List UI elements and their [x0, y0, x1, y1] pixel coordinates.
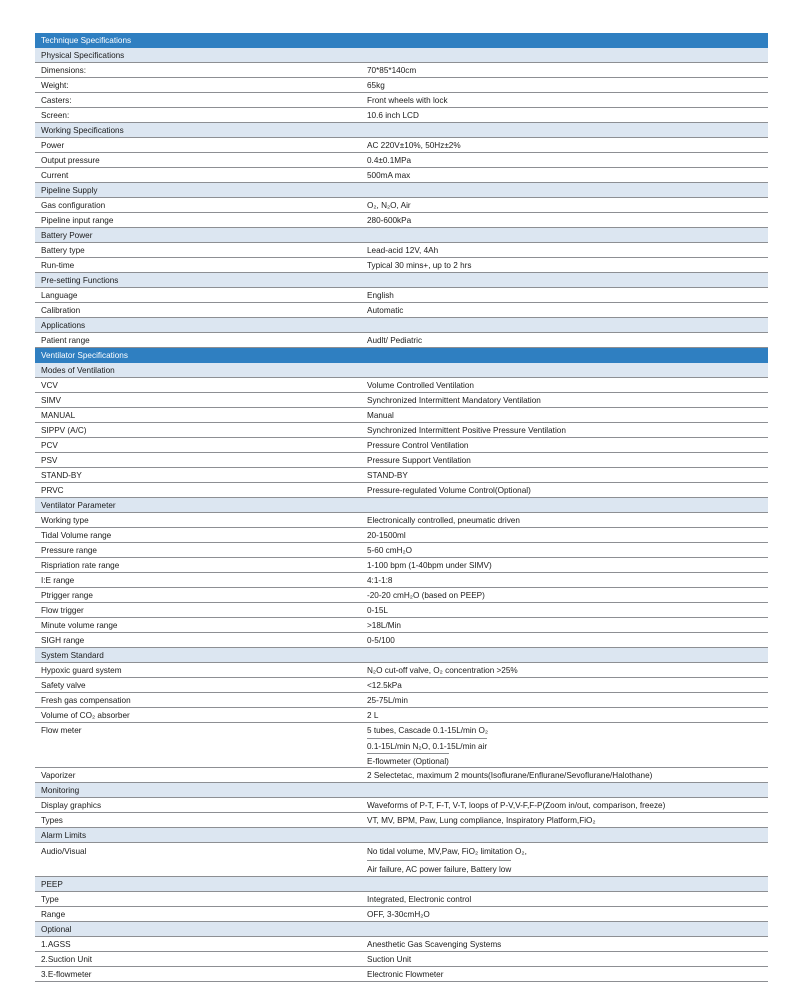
row-label: Working type	[41, 516, 89, 525]
row-value: >18L/Min	[367, 621, 401, 630]
table-row	[35, 603, 768, 618]
row-label: Audio/Visual	[41, 847, 87, 856]
row-value: -20-20 cmH₂O (based on PEEP)	[367, 591, 485, 600]
row-label: Patient range	[41, 336, 90, 345]
table-row	[35, 952, 768, 967]
row-value: <12.5kPa	[367, 681, 402, 690]
subsection-header	[35, 877, 768, 892]
table-row	[35, 860, 768, 877]
row-value: Electronic Flowmeter	[367, 970, 444, 979]
table-row	[35, 663, 768, 678]
subsection-header	[35, 783, 768, 798]
table-row	[35, 937, 768, 952]
table-row	[35, 618, 768, 633]
row-value: 0.4±0.1MPa	[367, 156, 412, 165]
row-value: AC 220V±10%, 50Hz±2%	[367, 141, 461, 150]
table-row	[35, 528, 768, 543]
subsection-header	[35, 318, 768, 333]
section-title: System Standard	[41, 651, 104, 660]
row-label: Pipeline input range	[41, 216, 114, 225]
subsection-header	[35, 183, 768, 198]
subsection-header	[35, 922, 768, 937]
row-label: SIGH range	[41, 636, 85, 645]
subsection-header	[35, 228, 768, 243]
row-value: Automatic	[367, 306, 404, 315]
row-value: 0-5/100	[367, 636, 395, 645]
row-label: Type	[41, 895, 59, 904]
table-row	[35, 907, 768, 922]
table-row	[35, 198, 768, 213]
row-label: PRVC	[41, 486, 64, 495]
section-title: Physical Specifications	[41, 51, 125, 60]
row-label: MANUAL	[41, 411, 76, 420]
table-row	[35, 333, 768, 348]
row-value: Audlt/ Pediatric	[367, 336, 423, 345]
row-label: Language	[41, 291, 78, 300]
row-value: 70*85*140cm	[367, 66, 417, 75]
row-value: Pressure Support Ventilation	[367, 456, 471, 465]
table-row	[35, 558, 768, 573]
row-label: Ptrigger range	[41, 591, 93, 600]
row-value: OFF, 3-30cmH₂O	[367, 910, 430, 919]
row-value: Synchronized Intermittent Mandatory Ventilation	[367, 396, 541, 405]
row-label: Power	[41, 141, 65, 150]
row-label: Flow trigger	[41, 606, 84, 615]
section-title: Battery Power	[41, 231, 93, 240]
row-value: N₂O cut-off valve, O₂ concentration >25%	[367, 666, 518, 675]
row-label: Display graphics	[41, 801, 102, 810]
row-value: 10.6 inch LCD	[367, 111, 419, 120]
section-title: Pre-setting Functions	[41, 276, 119, 285]
row-value: Air failure, AC power failure, Battery low	[367, 860, 511, 878]
row-label: Types	[41, 816, 63, 825]
subsection-header	[35, 828, 768, 843]
row-label: Flow meter	[41, 726, 82, 735]
row-value: No tidal volume, MV,Paw, FiO₂ limitation O₂,	[367, 847, 527, 856]
row-label: SIPPV (A/C)	[41, 426, 87, 435]
row-value: Front wheels with lock	[367, 96, 448, 105]
section-title: Optional	[41, 925, 72, 934]
row-label: Tidal Volume range	[41, 531, 112, 540]
row-label: Vaporizer	[41, 771, 76, 780]
row-value: Anesthetic Gas Scavenging Systems	[367, 940, 502, 949]
row-label: 1.AGSS	[41, 940, 71, 949]
table-row	[35, 708, 768, 723]
table-row	[35, 513, 768, 528]
row-value: E-flowmeter (Optional)	[367, 753, 449, 769]
row-value: Synchronized Intermittent Positive Pressure Ventilation	[367, 426, 566, 435]
table-row	[35, 288, 768, 303]
subsection-header	[35, 363, 768, 378]
table-row	[35, 633, 768, 648]
table-row	[35, 108, 768, 123]
row-label: Gas configuration	[41, 201, 106, 210]
table-row	[35, 93, 768, 108]
row-label: Battery type	[41, 246, 85, 255]
row-value: 2 Selectetac, maximum 2 mounts(Isoflurane/Enflurane/Sevoflurane/Halothane)	[367, 771, 653, 780]
row-label: Screen:	[41, 111, 70, 120]
row-label: Weight:	[41, 81, 69, 90]
row-label: Run-time	[41, 261, 75, 270]
row-value: Waveforms of P-T, F-T, V-T, loops of P-V,V-F,F-P(Zoom in/out, comparison, freeze)	[367, 801, 666, 810]
row-value: 0.1-15L/min N₂O, 0.1-15L/min air	[367, 738, 487, 754]
row-label: Rispriation rate range	[41, 561, 120, 570]
row-value: O₂, N₂O, Air	[367, 201, 411, 210]
section-title: Technique Specifications	[41, 36, 132, 45]
row-value: 5 tubes, Cascade 0.1-15L/min O₂	[367, 726, 489, 735]
subsection-header	[35, 648, 768, 663]
table-row	[35, 483, 768, 498]
row-value: Pressure-regulated Volume Control(Optional)	[367, 486, 531, 495]
section-header	[35, 348, 768, 363]
spec-table	[35, 33, 768, 982]
table-row	[35, 967, 768, 982]
row-label: STAND-BY	[41, 471, 82, 480]
table-row	[35, 303, 768, 318]
table-row	[35, 768, 768, 783]
table-row	[35, 798, 768, 813]
table-row	[35, 453, 768, 468]
row-value: Suction Unit	[367, 955, 412, 964]
table-row	[35, 243, 768, 258]
row-value: 500mA max	[367, 171, 411, 180]
table-row	[35, 78, 768, 93]
row-value: Pressure Control Ventilation	[367, 441, 469, 450]
row-label: 2.Suction Unit	[41, 955, 92, 964]
row-label: PSV	[41, 456, 58, 465]
row-value: 0-15L	[367, 606, 388, 615]
row-label: Dimensions:	[41, 66, 87, 75]
table-row	[35, 153, 768, 168]
row-label: Volume of CO₂ absorber	[41, 711, 130, 720]
table-row	[35, 573, 768, 588]
row-label: Fresh gas compensation	[41, 696, 131, 705]
table-row	[35, 678, 768, 693]
section-title: Working Specifications	[41, 126, 124, 135]
section-title: PEEP	[41, 880, 63, 889]
section-title: Monitoring	[41, 786, 80, 795]
row-label: PCV	[41, 441, 58, 450]
row-value: 65kg	[367, 81, 385, 90]
row-label: Casters:	[41, 96, 72, 105]
row-value: 20-1500ml	[367, 531, 406, 540]
row-label: Output pressure	[41, 156, 100, 165]
table-row	[35, 723, 768, 738]
row-value: Lead-acid 12V, 4Ah	[367, 246, 439, 255]
row-value: VT, MV, BPM, Paw, Lung compliance, Inspiratory Platform,FiO₂	[367, 816, 596, 825]
row-value: Integrated, Electronic control	[367, 895, 472, 904]
section-header	[35, 33, 768, 48]
table-row	[35, 168, 768, 183]
row-value: STAND-BY	[367, 471, 408, 480]
table-row	[35, 378, 768, 393]
table-row	[35, 138, 768, 153]
row-label: Range	[41, 910, 66, 919]
table-row	[35, 63, 768, 78]
row-label: SIMV	[41, 396, 62, 405]
table-row	[35, 843, 768, 860]
section-title: Ventilator Specifications	[41, 351, 128, 360]
subsection-header	[35, 123, 768, 138]
row-value: Volume Controlled Ventilation	[367, 381, 474, 390]
row-label: Current	[41, 171, 69, 180]
row-label: Minute volume range	[41, 621, 118, 630]
subsection-header	[35, 498, 768, 513]
table-row	[35, 213, 768, 228]
row-value: 1-100 bpm (1-40bpm under SIMV)	[367, 561, 492, 570]
section-title: Modes of Ventilation	[41, 366, 115, 375]
section-title: Pipeline Supply	[41, 186, 98, 195]
table-row	[35, 588, 768, 603]
row-value: Electronically controlled, pneumatic driven	[367, 516, 520, 525]
row-value: English	[367, 291, 394, 300]
row-value: 25-75L/min	[367, 696, 408, 705]
row-value: 4:1-1:8	[367, 576, 393, 585]
row-value: 5-60 cmH₂O	[367, 546, 413, 555]
row-label: Safety valve	[41, 681, 86, 690]
table-row	[35, 393, 768, 408]
row-label: I:E range	[41, 576, 75, 585]
row-label: Pressure range	[41, 546, 97, 555]
table-row	[35, 892, 768, 907]
table-row	[35, 423, 768, 438]
table-row	[35, 693, 768, 708]
section-title: Ventilator Parameter	[41, 501, 116, 510]
table-row	[35, 468, 768, 483]
section-title: Alarm Limits	[41, 831, 87, 840]
section-title: Applications	[41, 321, 86, 330]
row-label: Calibration	[41, 306, 81, 315]
row-value: Manual	[367, 411, 394, 420]
row-label: 3.E-flowmeter	[41, 970, 92, 979]
row-value: 2 L	[367, 711, 379, 720]
row-value: Typical 30 mins+, up to 2 hrs	[367, 261, 472, 270]
table-row	[35, 408, 768, 423]
row-value: 280-600kPa	[367, 216, 412, 225]
subsection-header	[35, 273, 768, 288]
table-row	[35, 543, 768, 558]
table-row	[35, 813, 768, 828]
row-label: VCV	[41, 381, 58, 390]
row-label: Hypoxic guard system	[41, 666, 122, 675]
table-row	[35, 258, 768, 273]
subsection-header	[35, 48, 768, 63]
table-row	[35, 738, 768, 753]
table-row	[35, 438, 768, 453]
table-row	[35, 753, 768, 768]
